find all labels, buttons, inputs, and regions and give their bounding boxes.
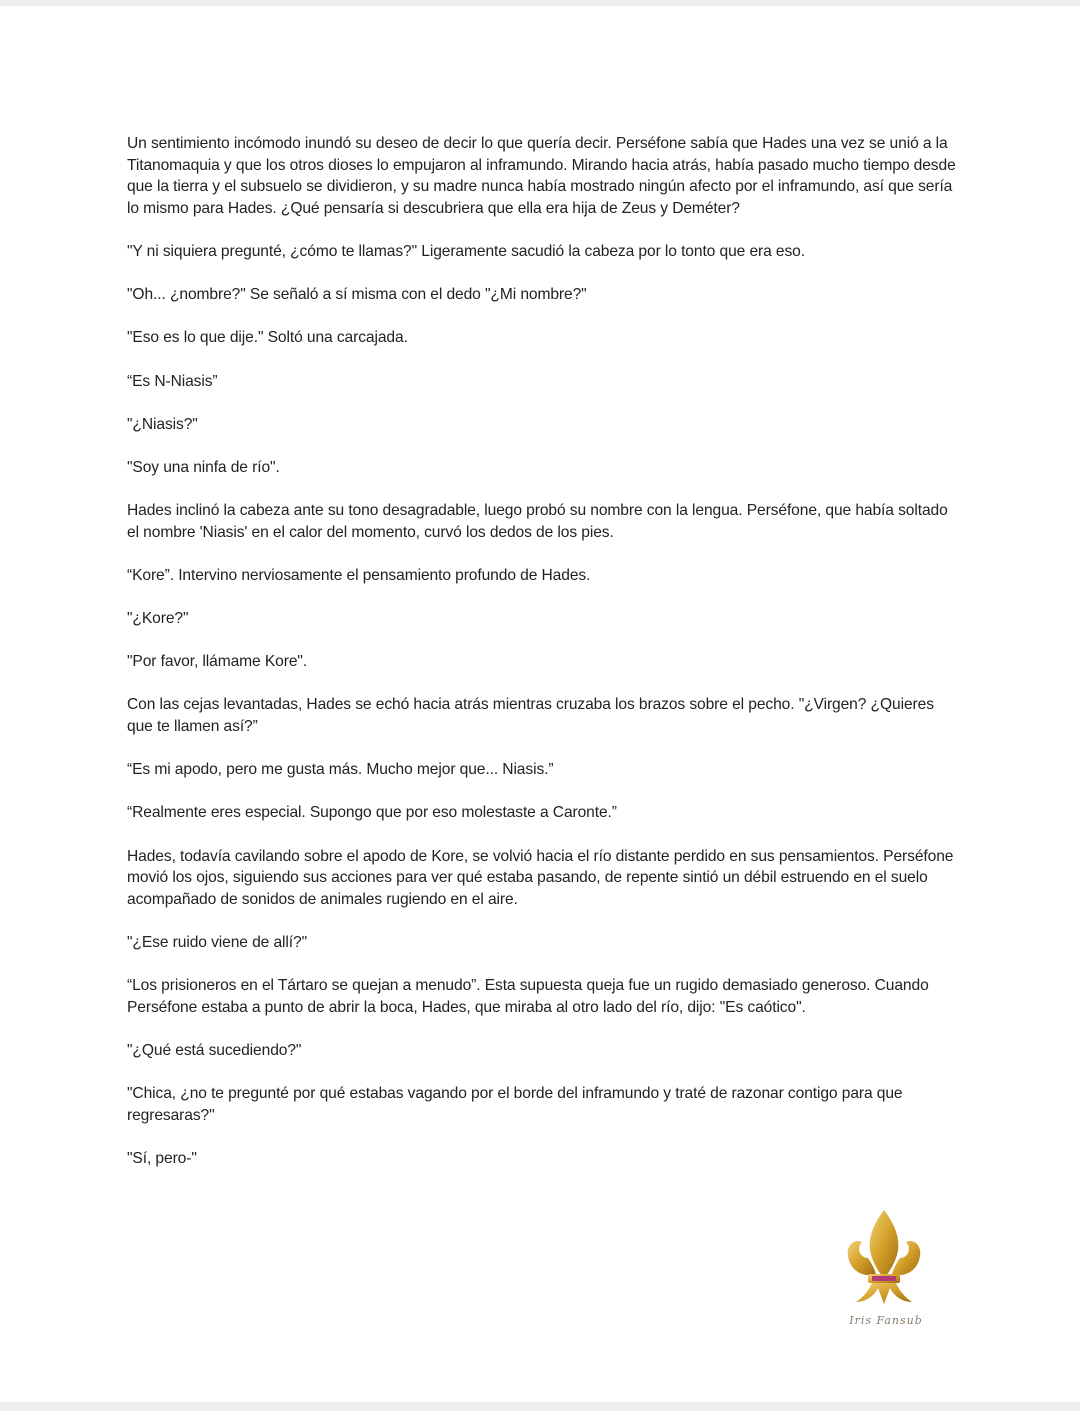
- paragraph: "Sí, pero-": [127, 1149, 197, 1167]
- paragraph: "Oh... ¿nombre?" Se señaló a sí misma con el dedo "¿Mi nombre?": [127, 286, 587, 304]
- document-page: [0, 6, 1080, 1402]
- paragraph: Un sentimiento incómodo inundó su deseo de decir lo que quería decir. Perséfone sabía que Hades una vez se unió a la Titanomaquia y que los otros dioses lo empujaron al inframundo. Mirando hacia atrás, había pasado mucho tiempo desde que la tierra y el subsuelo se dividieron, y su madre nunca había mostrado ningún afecto por el inframundo, así que sería lo mismo para Hades. ¿Qué pensaría si descubriera que ella era hija de Zeus y Deméter?: [127, 135, 956, 217]
- paragraph: "¿Qué está sucediendo?": [127, 1041, 302, 1059]
- paragraph: "Y ni siquiera pregunté, ¿cómo te llamas?" Ligeramente sacudió la cabeza por lo tonto que era eso.: [127, 242, 805, 260]
- signature: Iris Fansub: [849, 1314, 923, 1327]
- paragraph: "Chica, ¿no te pregunté por qué estabas vagando por el borde del inframundo y traté de razonar contigo para que regresaras?": [127, 1085, 903, 1124]
- paragraph: "¿Ese ruido viene de allí?": [127, 933, 308, 951]
- paragraph: “Realmente eres especial. Supongo que por eso molestaste a Caronte.”: [127, 804, 617, 822]
- paragraph: Hades, todavía cavilando sobre el apodo de Kore, se volvió hacia el río distante perdido en sus pensamientos. Perséfone movió los ojos, siguiendo sus acciones para ver qué estaba pasando, de repente sintió un débil estruendo en el suelo acompañado de sonidos de animales rugiendo en el aire.: [127, 847, 954, 908]
- paragraph: "Eso es lo que dije." Soltó una carcajada.: [127, 329, 408, 347]
- paragraph: "¿Niasis?": [127, 415, 198, 433]
- paragraph: “Kore”. Intervino nerviosamente el pensamiento profundo de Hades.: [127, 566, 591, 584]
- paragraph: “Es N-Niasis”: [127, 372, 218, 390]
- paragraph: Con las cejas levantadas, Hades se echó hacia atrás mientras cruzaba los brazos sobre el pecho. "¿Virgen? ¿Quieres que te llamen así?”: [127, 696, 934, 736]
- paragraph: "Por favor, llámame Kore".: [127, 653, 308, 671]
- paragraph: "¿Kore?": [127, 610, 189, 628]
- paragraph: "Soy una ninfa de río".: [127, 458, 280, 476]
- story-text: [127, 133, 957, 1191]
- paragraph: “Los prisioneros en el Tártaro se quejan a menudo”. Esta supuesta queja fue un rugido demasiado generoso. Cuando Perséfone estaba a punto de abrir la boca, Hades, que miraba al otro lado del río, dijo: "Es caótico".: [127, 977, 929, 1016]
- paragraph: “Es mi apodo, pero me gusta más. Mucho mejor que... Niasis.”: [127, 761, 554, 779]
- paragraph: Hades inclinó la cabeza ante su tono desagradable, luego probó su nombre con la lengua. Perséfone, que había soltado el nombre 'Niasis' en el calor del momento, curvó los dedos de los pies.: [127, 502, 948, 541]
